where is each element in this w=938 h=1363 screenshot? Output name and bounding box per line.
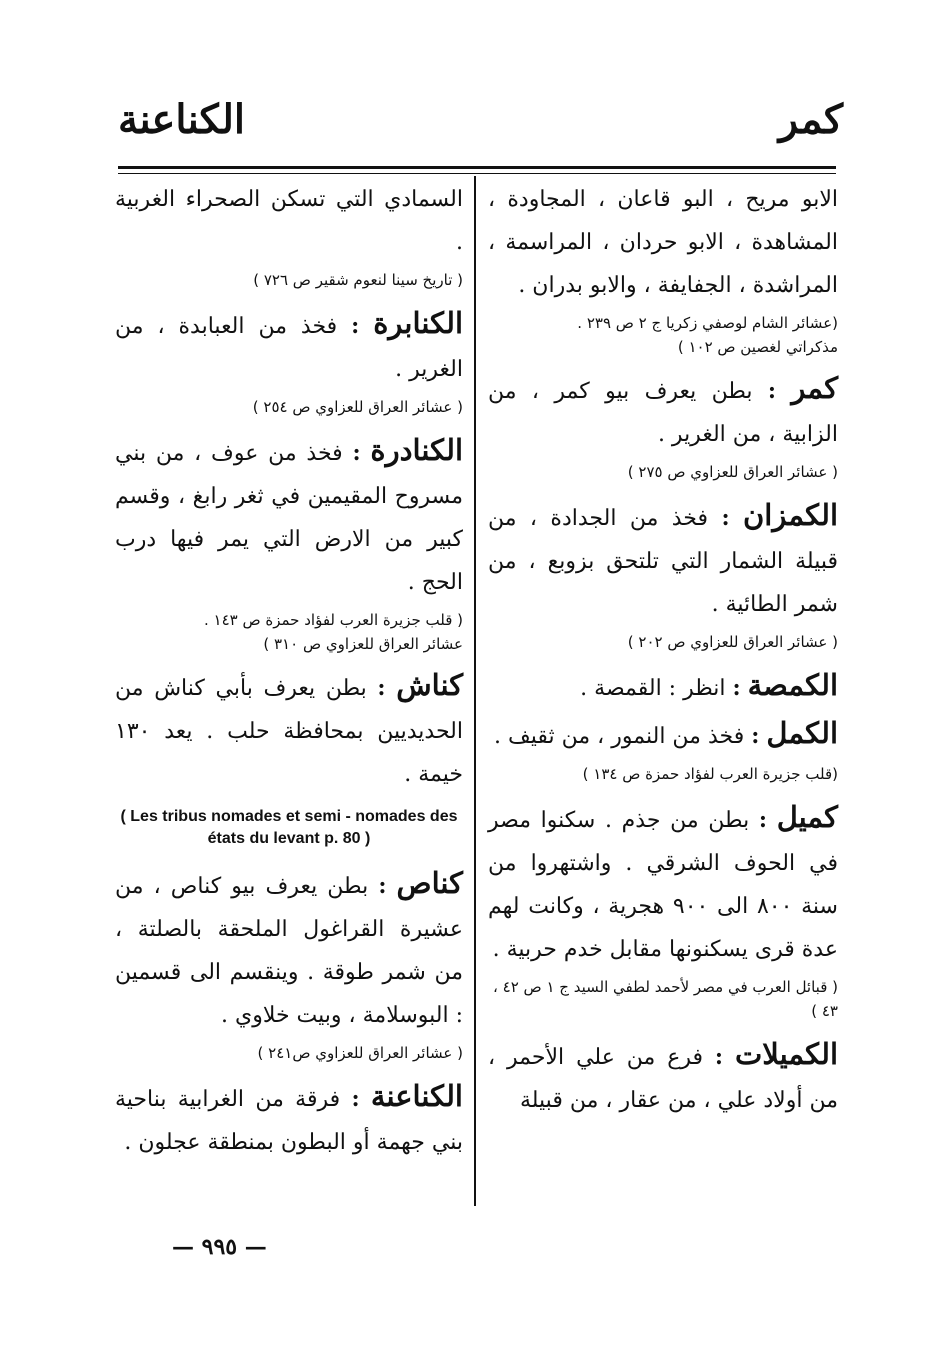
source-reference: ( قبائل العرب في مصر لأحمد لطفي السيد ج ١ ص ٤٢ ، ٤٣ )	[493, 978, 838, 1020]
entry-headword: الكمل	[766, 716, 838, 750]
entry-text: بطن يعرف بأبي كناش من الحديديين بمحافظة حلب . يعد ١٣٠ خيمة .	[115, 676, 463, 787]
entry-headword: الكنابرة	[373, 306, 463, 340]
entry-body	[115, 862, 463, 1037]
headword-separator: :	[732, 675, 741, 701]
entry-text: فخذ من الجدادة ، من قبيلة الشمار التي تلتحق بزوبع ، من شمر الطائية .	[488, 506, 838, 617]
entry-text: فخذ من النمور ، من ثقيف .	[494, 724, 745, 749]
dictionary-entry	[115, 429, 463, 656]
entry-body	[488, 494, 838, 626]
dictionary-entry	[488, 1033, 838, 1122]
entry-text: بطن يعرف بيو كناص ، من عشيرة القراغول الملحقة بالصلتة ، من شمر طوقة . وينقسم الى قسمين : البوسلامة ، وبيت خلاوي .	[115, 874, 463, 1028]
entry-body	[488, 367, 838, 456]
source-reference: (عشائر الشام لوصفي زكريا ج ٢ ص ٢٣٩ .	[577, 314, 838, 332]
headword-separator: :	[351, 313, 360, 339]
column-divider	[474, 176, 476, 1206]
headword-separator: :	[714, 1044, 724, 1070]
entry-body	[115, 664, 463, 796]
dictionary-entry	[115, 178, 463, 292]
dictionary-entry	[115, 862, 463, 1065]
headword-separator: :	[351, 1086, 360, 1112]
entry-headword: الكمصة	[747, 668, 838, 702]
latin-source-reference: ( Les tribus nomades et semi - nomades des états du levant p. 80 )	[120, 808, 458, 847]
header-left-word: الكناعنة	[118, 96, 246, 143]
headword-separator: :	[378, 873, 387, 899]
entry-headword: كناص	[396, 866, 463, 900]
entry-text: بطن من جذم . سكنوا مصر في الحوف الشرقي . واشتهروا من سنة ٨٠٠ الى ٩٠٠ هجرية ، وكانت لهم عدة قرى يسكنونها مقابل خدم حربية .	[488, 808, 838, 962]
source-reference: ( عشائر العراق للعزاوي ص٢٤١ )	[257, 1044, 463, 1062]
dictionary-entry	[115, 806, 463, 850]
entry-text: الابو مريح ، البو قاعان ، المجاودة ، المشاهدة ، الابو حردان ، المراسمة ، المراشدة ، الجفايفة ، والابو بدران .	[488, 187, 838, 298]
headword-separator: :	[767, 378, 777, 404]
source-reference: عشائر العراق للعزاوي ص ٣١٠ )	[263, 635, 463, 653]
entry-body	[488, 712, 838, 758]
entry-text: انظر : القمصة .	[580, 676, 726, 701]
dictionary-entry	[488, 712, 838, 786]
headword-separator: :	[352, 440, 361, 466]
entry-headword: كميل	[776, 800, 838, 834]
entry-body	[115, 178, 463, 264]
entry-body	[115, 1075, 463, 1164]
headword-separator: :	[721, 505, 730, 531]
headword-separator: :	[377, 675, 386, 701]
dictionary-entry	[488, 664, 838, 710]
right-column	[488, 178, 838, 1124]
source-reference: ( عشائر العراق للعزاوي ص ٢٧٥ )	[627, 463, 838, 481]
headword-separator: :	[751, 723, 760, 749]
dictionary-entry	[488, 178, 838, 359]
entry-text: فرقة من الغرابية بناحية بني جهمة أو البطون بمنطقة عجلون .	[115, 1087, 463, 1155]
source-reference: ( قلب جزيرة العرب لفؤاد حمزة ص ١٤٣ .	[203, 611, 463, 629]
entry-body	[488, 1033, 838, 1122]
entry-headword: كناش	[396, 668, 464, 702]
entry-headword: الكمزان	[742, 498, 838, 532]
dictionary-entry	[115, 1075, 463, 1164]
entry-text: فخذ من عوف ، من بني مسروح المقيمين في ثغر رابغ ، وقسم كبير من الارض التي يمر فيها درب الحج .	[115, 441, 463, 595]
dictionary-entry	[488, 367, 838, 484]
dictionary-entry	[115, 664, 463, 796]
entry-body	[488, 664, 838, 710]
dictionary-entry	[488, 494, 838, 654]
source-reference: ( عشائر العراق للعزاوي ص ٢٥٤ )	[252, 398, 463, 416]
entry-body	[115, 302, 463, 391]
page-number: — ٩٩٥ —	[172, 1234, 267, 1260]
entry-text: فرع من علي الأحمر ، من أولاد علي ، من عقار ، من قبيلة	[488, 1045, 838, 1113]
dictionary-entry	[115, 302, 463, 419]
entry-headword: كمر	[791, 371, 838, 405]
entry-text: فخذ من العبابدة ، من الغرير .	[115, 314, 463, 382]
entry-body	[115, 429, 463, 604]
entry-headword: الكناعنة	[370, 1079, 463, 1113]
left-column	[115, 178, 463, 1166]
headword-separator: :	[758, 807, 768, 833]
header-rule	[118, 166, 836, 174]
entry-text: بطن يعرف بيو كمر ، من الزابية ، من الغرير .	[488, 379, 838, 447]
source-reference: (قلب جزيرة العرب لفؤاد حمزة ص ١٣٤ )	[582, 765, 838, 783]
header-right-word: كمر	[778, 96, 843, 143]
source-reference: مذكراتي لغصين ص ١٠٢ )	[677, 338, 838, 356]
entry-body	[488, 178, 838, 307]
source-reference: ( عشائر العراق للعزاوي ص ٢٠٢ )	[627, 633, 838, 651]
entry-text: السمادي التي تسكن الصحراء الغربية .	[115, 187, 463, 255]
source-reference: ( تاريخ سينا لنعوم شقير ص ٧٢٦ )	[253, 271, 463, 289]
entry-headword: الكميلات	[734, 1037, 839, 1071]
entry-headword: الكنادرة	[370, 433, 463, 467]
entry-body	[488, 796, 838, 971]
dictionary-entry	[488, 796, 838, 1023]
